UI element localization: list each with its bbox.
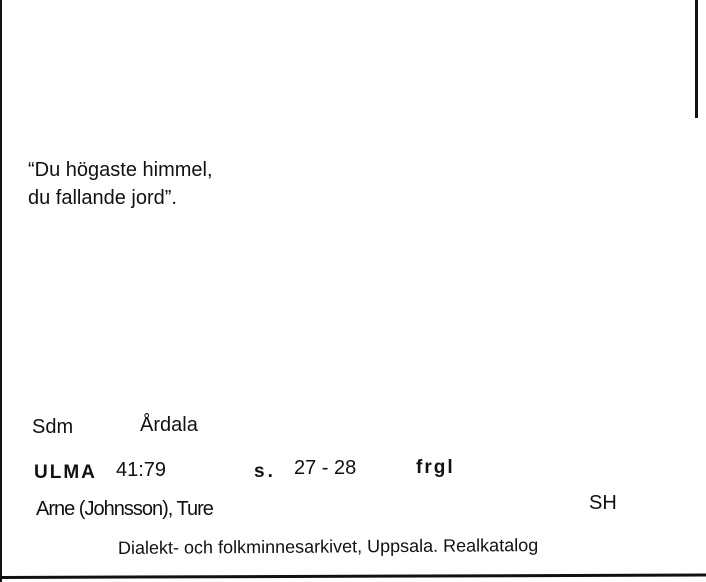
card-bottom-edge	[0, 574, 706, 579]
recorder-signature: SH	[589, 492, 617, 514]
card-right-edge	[695, 0, 698, 118]
quote-line-1: “Du högaste himmel,	[28, 159, 213, 181]
page-prefix: s.	[254, 461, 276, 482]
song-title-quote	[28, 156, 213, 212]
province-label: Sdm	[32, 416, 74, 438]
archive-footer: Dialekt- och folkminnesarkivet, Uppsala. Realkatalog	[117, 535, 539, 558]
quote-line-2: du fallande jord”.	[28, 187, 177, 209]
informant-name: Arne (Johnsson), Ture	[36, 498, 213, 520]
page-range: 27 - 28	[294, 457, 357, 479]
parish-label: Årdala	[140, 414, 198, 436]
record-type: frgl	[416, 457, 455, 478]
archive-number: 41:79	[116, 459, 167, 481]
archive-code: ULMA	[34, 462, 97, 483]
card-left-edge	[0, 0, 2, 582]
